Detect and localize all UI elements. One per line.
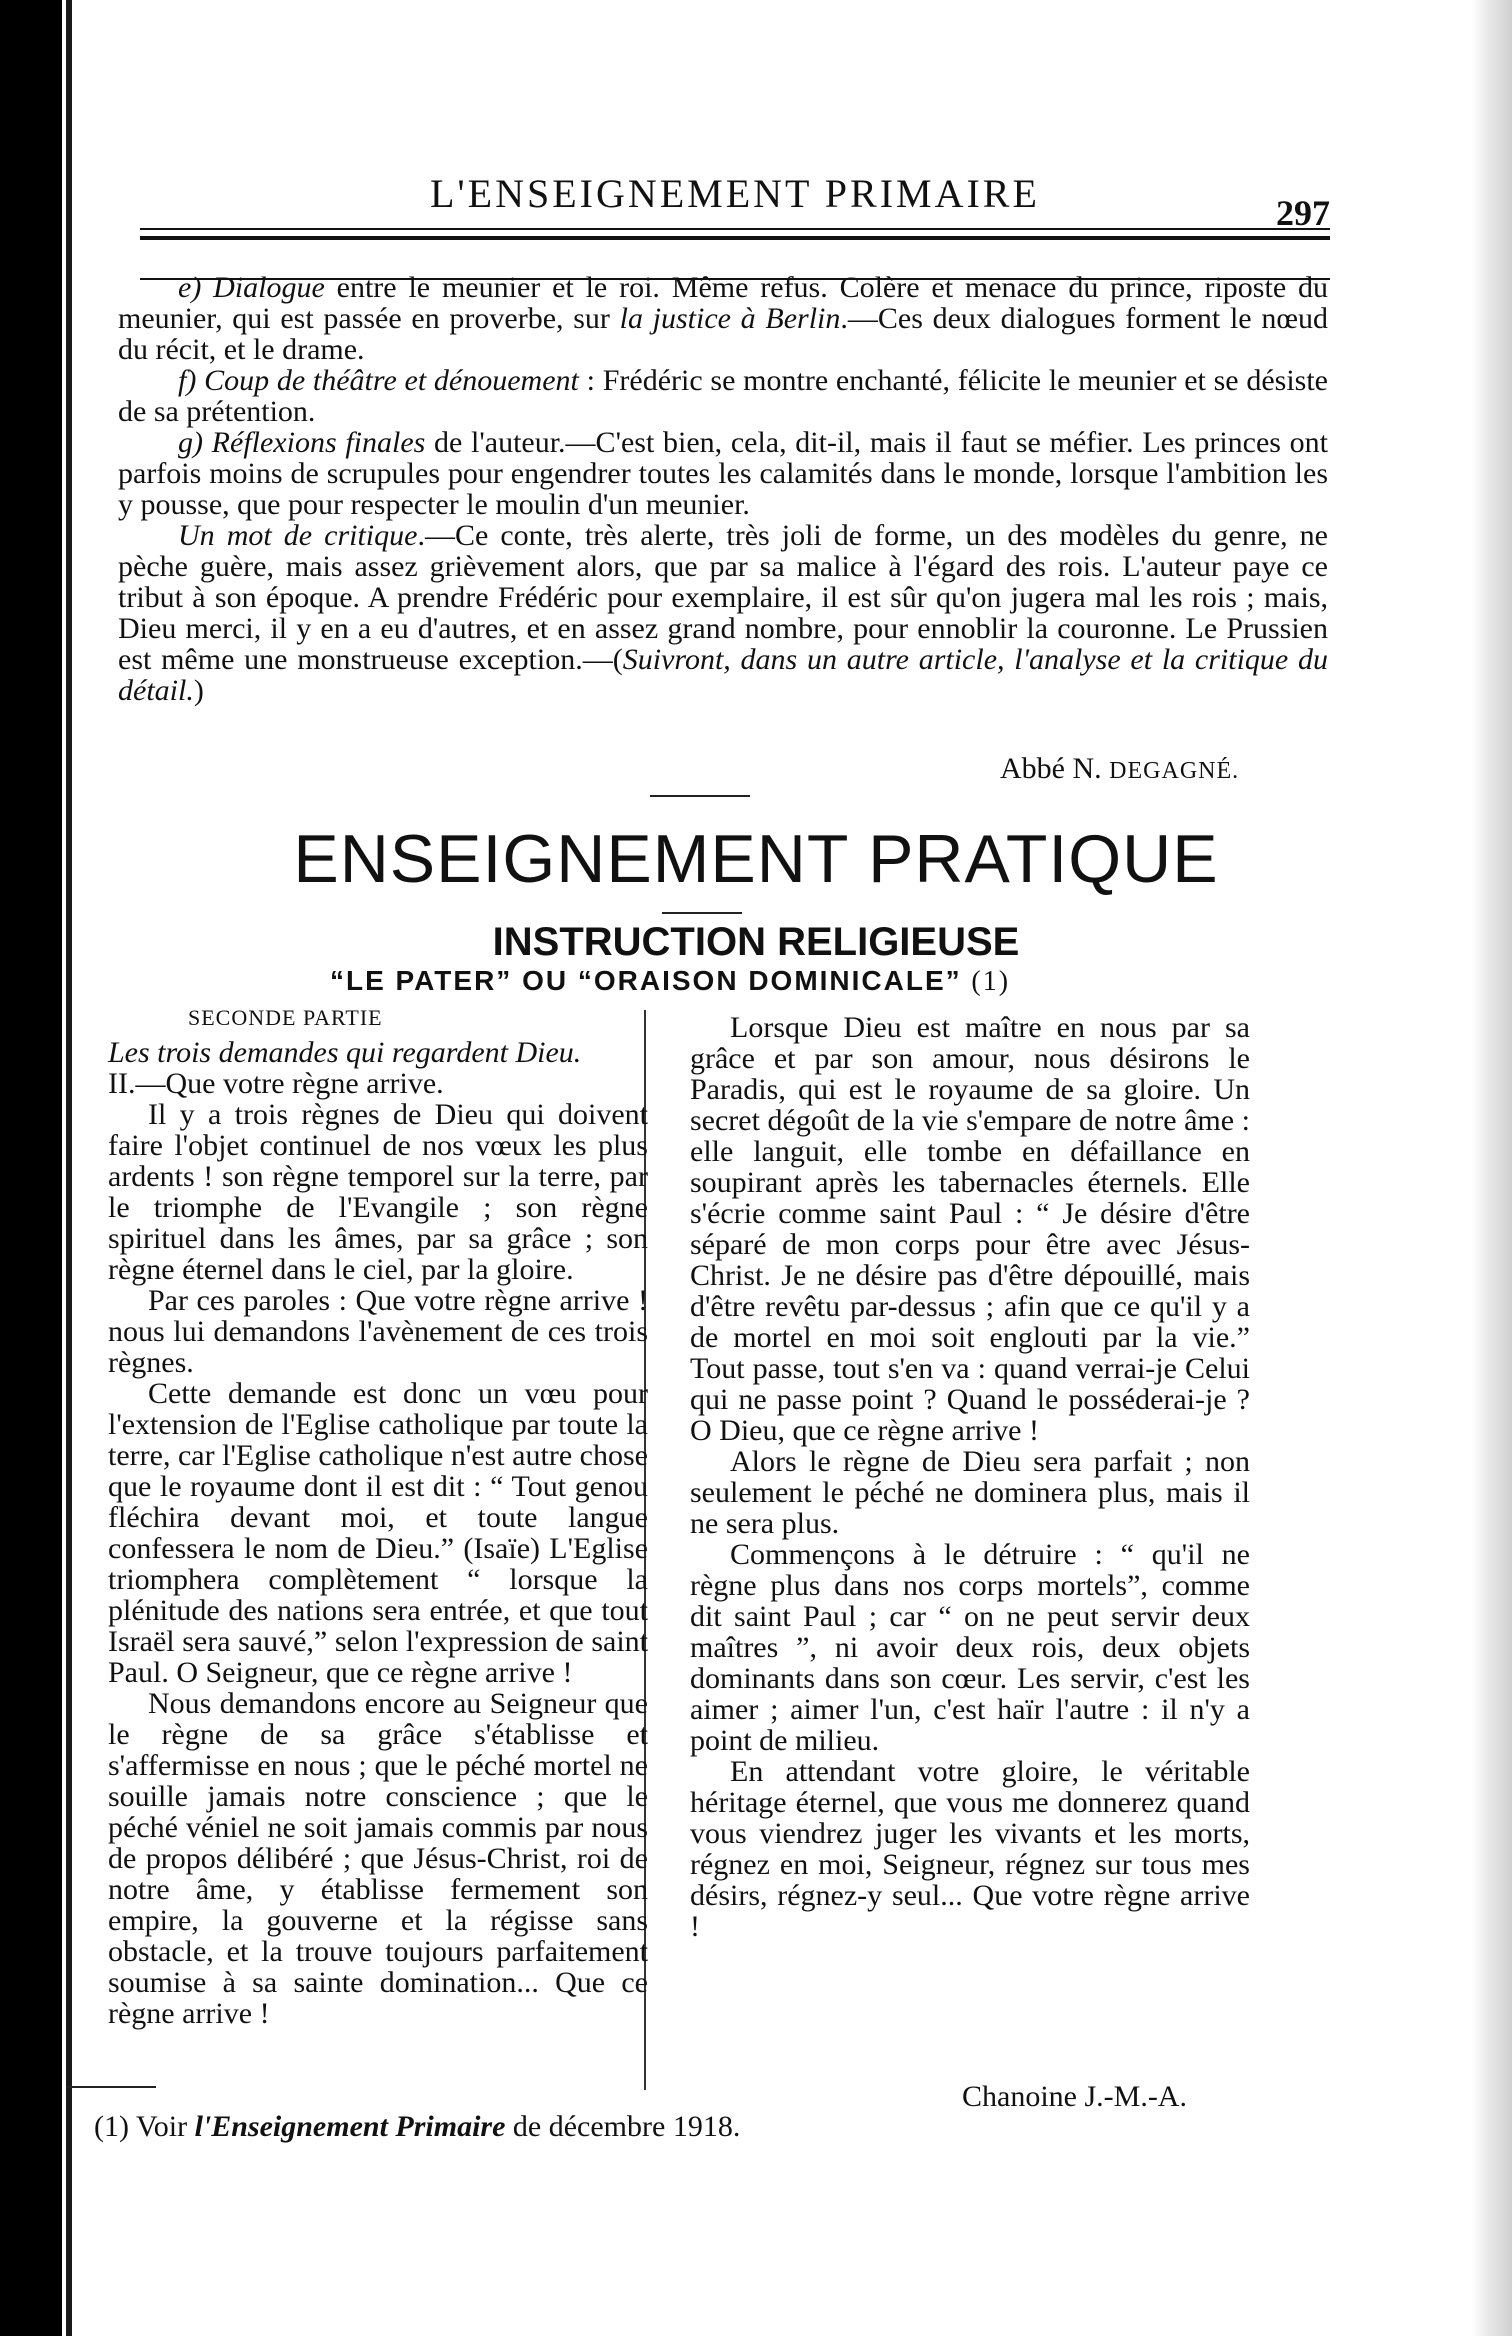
part-label: SECONDE PARTIE: [188, 1005, 383, 1030]
paragraph: Alors le règne de Dieu sera parfait ; non seulement le péché ne dominera plus, mais il ne sera plus.: [690, 1445, 1250, 1540]
scan-page-edge: [1472, 0, 1512, 2336]
article-continuation: [118, 272, 1328, 706]
lesson-title: “LE PATER” OU “ORAISON DOMINICALE” (1): [330, 965, 1011, 997]
point-heading: II.—Que votre règne arrive.: [108, 1067, 444, 1100]
header-rule: [140, 228, 1330, 230]
lesson-signature: Chanoine J.-M.-A.: [962, 2080, 1187, 2113]
paragraph: Par ces paroles : Que votre règne arrive ! nous lui demandons l'avènement de ces trois règnes.: [108, 1284, 648, 1379]
footnote-reference: (1): [971, 966, 1011, 997]
journal-title: L'ENSEIGNEMENT PRIMAIRE: [430, 171, 1040, 216]
section-title: ENSEIGNEMENT PRATIQUE: [293, 821, 1219, 897]
running-header: [140, 170, 1330, 233]
sub-heading: Les trois demandes qui regardent Dieu.: [108, 1036, 582, 1069]
page-number: 297: [1276, 193, 1330, 233]
paragraph-reflexions: g) Réflexions finales de l'auteur.—C'est bien, cela, dit-il, mais il faut se méfier. Les princes ont parfois moins de scrupules pour engendrer toutes les calamités dans le monde, lorsque l'ambition les y pousse, que pour respecter le moulin d'un meunier.: [118, 426, 1329, 521]
left-column: [108, 1002, 648, 2029]
paragraph-dialogue: e) Dialogue entre le meunier et le roi. Même refus. Colère et menace du prince, riposte du meunier, qui est passée en proverbe, sur la justice à Berlin.—Ces deux dialogues forment le nœud du récit, et le drame.: [118, 271, 1328, 366]
paragraph: Il y a trois règnes de Dieu qui doivent faire l'objet continuel de nos vœux les plus ardents ! son règne temporel sur la terre, par le triomphe de l'Evangile ; son règne spirituel dans les âmes, par sa grâce ; son règne éternel dans le ciel, par la gloire.: [108, 1098, 648, 1286]
right-column: [690, 1012, 1250, 1942]
paragraph: Commençons à le détruire : “ qu'il ne règne plus dans nos corps mortels”, comme dit saint Paul ; car “ on ne peut servir deux maîtres ”, ni avoir deux rois, deux objets dominants dans son cœur. Les servir, c'est les aimer ; aimer l'un, c'est haïr l'autre : il n'y a point de milieu.: [690, 1538, 1250, 1757]
paragraph: Lorsque Dieu est maître en nous par sa grâce et par son amour, nous désirons le Paradis, qui est le royaume de sa gloire. Un secret dégoût de la vie s'empare de notre âme : elle languit, elle tombe en défaillance en soupirant après les tabernacles éternels. Elle s'écrie comme saint Paul : “ Je désire d'être séparé de mon corps pour être avec Jésus-Christ. Je ne désire pas d'être dépouillé, mais d'être revêtu par-dessus ; afin que ce qu'il y a de mortel en moi soit englouti par la vie.” Tout passe, tout s'en va : quand verrai-je Celui qui ne passe point ? Quand le posséderai-je ? O Dieu, que ce règne arrive !: [690, 1011, 1250, 1447]
paragraph: En attendant votre gloire, le véritable héritage éternel, que vous me donnerez quand vous viendrez juger les vivants et les morts, régnez en moi, Seigneur, régnez sur tous mes désirs, régnez-y seul... Que votre règne arrive !: [690, 1755, 1250, 1943]
paragraph-critique: Un mot de critique.—Ce conte, très alerte, très joli de forme, un des modèles du genre, ne pèche guère, mais assez grièvement alors, que par sa malice à l'égard des rois. L'auteur paye ce tribut à son époque. A prendre Frédéric pour exemplaire, il est sûr qu'on jugera mal les rois ; mais, Dieu merci, il y en a eu d'autres, et en assez grand nombre, pour ennoblir la couronne. Le Prussien est même une monstrueuse exception.—(Suivront, dans un autre article, l'analyse et la critique du détail.): [118, 519, 1328, 707]
header-rule-thick: [140, 236, 1330, 240]
footnote-rule: [66, 2086, 156, 2088]
footnote: (1) Voir l'Enseignement Primaire de décembre 1918.: [94, 2110, 741, 2143]
section-separator-small: [662, 912, 742, 914]
scan-binding-edge-line: [66, 0, 72, 2336]
paragraph: Nous demandons encore au Seigneur que le règne de sa grâce s'établisse et s'affermisse en nous ; que le péché mortel ne souille jamais notre conscience ; que le péché véniel ne soit jamais commis par nous de propos délibéré ; que Jésus-Christ, roi de notre âme, y établisse fermement son empire, la gouverne et la régisse sans obstacle, et la trouve toujours parfaitement soumise à sa sainte domination... Que ce règne arrive !: [108, 1687, 648, 2030]
section-separator: [650, 795, 750, 797]
subsection-title: INSTRUCTION RELIGIEUSE: [492, 920, 1020, 964]
paragraph: Cette demande est donc un vœu pour l'extension de l'Eglise catholique par toute la terre, car l'Eglise catholique n'est autre chose que le royaume dont il est dit : “ Tout genou fléchira devant moi, et toute langue confessera le nom de Dieu.” (Isaïe) L'Eglise triomphera complètement “ lorsque la plénitude des nations sera entrée, et que tout Israël sera sauvé,” selon l'expression de saint Paul. O Seigneur, que ce règne arrive !: [108, 1377, 648, 1689]
article-signature: Abbé N. DEGAGNÉ.: [1000, 752, 1240, 785]
scan-binding-edge: [0, 0, 62, 2336]
paragraph-coup-de-theatre: f) Coup de théâtre et dénouement : Frédéric se montre enchanté, félicite le meunier et se désiste de sa prétention.: [118, 364, 1328, 428]
